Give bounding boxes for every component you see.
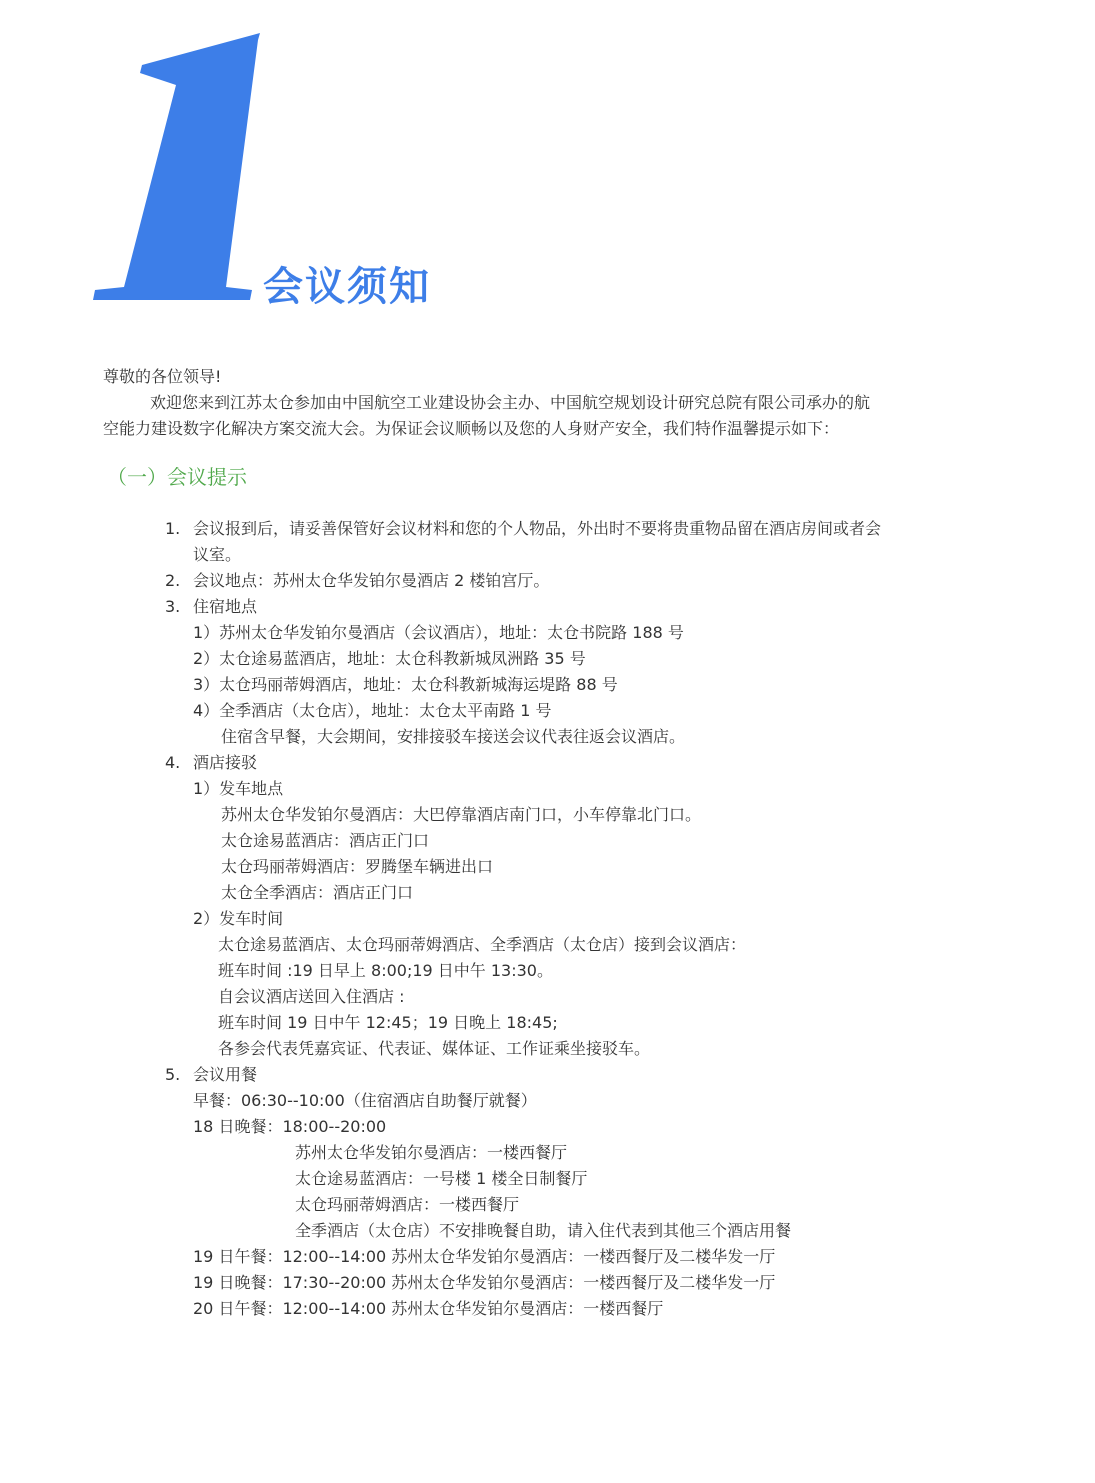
item-number: 2. (165, 571, 181, 590)
meal-dinner-19: 19 日晚餐：17:30--20:00 苏州太仓华发铂尔曼酒店：一楼西餐厅及二楼华发一厅 (193, 1273, 776, 1292)
shuttle-time-line: 班车时间 19 日中午 12:45；19 日晚上 18:45; (218, 1013, 558, 1032)
list-item-4 (165, 750, 257, 776)
meal-dinner-18-label: 18 日晚餐：18:00--20:00 (193, 1117, 387, 1136)
shuttle-pickup-line: 太仓全季酒店：酒店正门口 (221, 883, 414, 902)
chapter-number-one (93, 33, 260, 300)
list-item-2 (165, 568, 549, 594)
lodging-hotel-3: 3）太仓玛丽蒂姆酒店，地址：太仓科教新城海运堤路 88 号 (193, 675, 618, 694)
lodging-hotel-2: 2）太仓途易蓝酒店，地址：太仓科教新城凤洲路 35 号 (193, 649, 586, 668)
shuttle-time-line: 自会议酒店送回入住酒店 : (218, 987, 405, 1006)
item-1-continuation: 议室。 (193, 545, 242, 564)
lodging-hotel-1: 1）苏州太仓华发铂尔曼酒店（会议酒店），地址：太仓书院路 188 号 (193, 623, 684, 642)
lodging-note: 住宿含早餐，大会期间，安排接驳车接送会议代表往返会议酒店。 (221, 727, 686, 746)
item-text: 酒店接驳 (193, 753, 258, 772)
intro-paragraph-line-2: 空能力建设数字化解决方案交流大会。为保证会议顺畅以及您的人身财产安全，我们特作温馨提示如下： (103, 419, 840, 438)
item-number: 5. (165, 1065, 181, 1084)
chapter-number-graphic (90, 25, 270, 310)
meal-dinner-18-venue: 太仓玛丽蒂姆酒店：一楼西餐厅 (295, 1195, 520, 1214)
shuttle-time-line: 太仓途易蓝酒店、太仓玛丽蒂姆酒店、全季酒店（太仓店）接到会议酒店： (218, 935, 747, 954)
shuttle-time-line: 各参会代表凭嘉宾证、代表证、媒体证、工作证乘坐接驳车。 (218, 1039, 651, 1058)
list-item-5 (165, 1062, 257, 1088)
intro-paragraph-line-1: 欢迎您来到江苏太仓参加由中国航空工业建设协会主办、中国航空规划设计研究总院有限公司承办的航 (150, 393, 871, 412)
shuttle-pickup-line: 苏州太仓华发铂尔曼酒店：大巴停靠酒店南门口，小车停靠北门口。 (221, 805, 702, 824)
shuttle-pickup-line: 太仓玛丽蒂姆酒店：罗腾堡车辆进出口 (221, 857, 494, 876)
section-title: （一）会议提示 (107, 465, 247, 489)
meal-breakfast: 早餐：06:30--10:00（住宿酒店自助餐厅就餐） (193, 1091, 537, 1110)
list-item-1 (165, 516, 881, 542)
item-number: 1. (165, 519, 181, 538)
item-text: 会议用餐 (193, 1065, 258, 1084)
item-text: 住宿地点 (193, 597, 258, 616)
meal-lunch-19: 19 日午餐：12:00--14:00 苏州太仓华发铂尔曼酒店：一楼西餐厅及二楼华发一厅 (193, 1247, 776, 1266)
greeting: 尊敬的各位领导! (103, 367, 222, 386)
item-number: 4. (165, 753, 181, 772)
shuttle-pickup-line: 太仓途易蓝酒店：酒店正门口 (221, 831, 430, 850)
item-number: 3. (165, 597, 181, 616)
list-item-3 (165, 594, 257, 620)
meal-dinner-18-venue: 全季酒店（太仓店）不安排晚餐自助，请入住代表到其他三个酒店用餐 (295, 1221, 792, 1240)
lodging-hotel-4: 4）全季酒店（太仓店），地址：太仓太平南路 1 号 (193, 701, 552, 720)
shuttle-pickup-title: 1）发车地点 (193, 779, 284, 798)
meal-dinner-18-venue: 太仓途易蓝酒店：一号楼 1 楼全日制餐厅 (295, 1169, 588, 1188)
meal-dinner-18-venue: 苏州太仓华发铂尔曼酒店：一楼西餐厅 (295, 1143, 568, 1162)
chapter-title: 会议须知 (263, 264, 431, 310)
shuttle-time-line: 班车时间 :19 日早上 8:00;19 日中午 13:30。 (218, 961, 553, 980)
item-text: 会议地点：苏州太仓华发铂尔曼酒店 2 楼铂宫厅。 (193, 571, 550, 590)
shuttle-time-title: 2）发车时间 (193, 909, 284, 928)
meal-lunch-20: 20 日午餐：12:00--14:00 苏州太仓华发铂尔曼酒店：一楼西餐厅 (193, 1299, 664, 1318)
item-text: 会议报到后，请妥善保管好会议材料和您的个人物品，外出时不要将贵重物品留在酒店房间或者会 (193, 519, 882, 538)
